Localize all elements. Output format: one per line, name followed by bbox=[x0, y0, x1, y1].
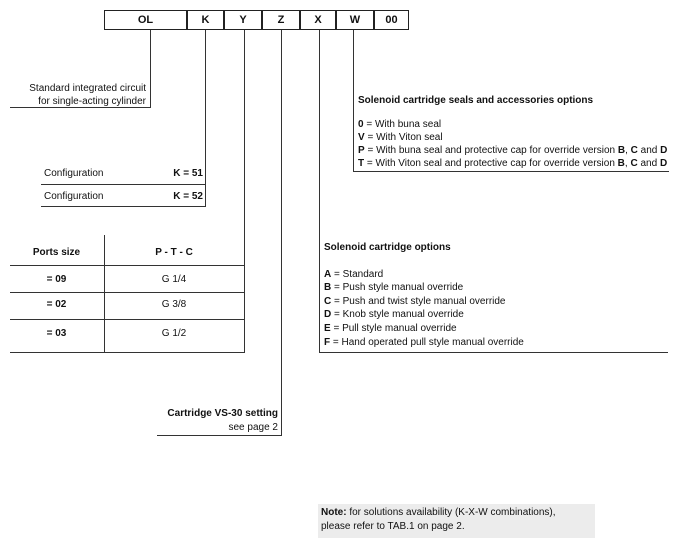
solenoid-item bbox=[324, 322, 457, 335]
ports-row-line bbox=[10, 292, 245, 293]
seals-b: B bbox=[617, 158, 625, 169]
seals-item bbox=[358, 131, 443, 144]
code-segment-y: Y bbox=[224, 10, 262, 30]
config-label-1: Configuration bbox=[44, 168, 104, 179]
seals-c: C bbox=[630, 145, 638, 156]
solenoid-key: D bbox=[324, 309, 332, 320]
solenoid-title: Solenoid cartridge options bbox=[324, 242, 451, 253]
config-value-1: K = 51 bbox=[173, 168, 203, 179]
solenoid-item bbox=[324, 336, 524, 349]
seals-b: B bbox=[617, 145, 626, 156]
config-label-2: Configuration bbox=[44, 191, 104, 202]
config-divider bbox=[41, 184, 206, 185]
seals-item bbox=[358, 118, 441, 131]
solenoid-text: = Push style manual override bbox=[331, 282, 464, 293]
config-value-2: K = 52 bbox=[173, 191, 203, 202]
solenoid-key: A bbox=[324, 269, 332, 280]
ports-row-size: G 3/8 bbox=[161, 299, 187, 310]
seals-key: V bbox=[358, 132, 365, 143]
solenoid-item bbox=[324, 295, 506, 308]
wire-y bbox=[244, 30, 245, 352]
solenoid-text: = Push and twist style manual override bbox=[331, 296, 506, 307]
config-underline bbox=[41, 206, 206, 207]
wire-z bbox=[281, 30, 282, 435]
note-box bbox=[318, 504, 595, 538]
wire-k bbox=[205, 30, 206, 206]
code-segment-00: 00 bbox=[374, 10, 409, 30]
seals-key: T bbox=[358, 158, 365, 169]
solenoid-item bbox=[324, 308, 464, 321]
code-segment-x: X bbox=[300, 10, 336, 30]
code-segment-k: K bbox=[187, 10, 224, 30]
seals-title: Solenoid cartridge seals and accessories options bbox=[358, 95, 594, 106]
solenoid-key: E bbox=[324, 323, 331, 334]
wire-x bbox=[319, 30, 320, 352]
seals-text: = With buna seal and protective cap for override version bbox=[364, 145, 618, 156]
ports-row-line bbox=[10, 319, 245, 320]
seals-text: = With buna seal bbox=[363, 119, 442, 130]
note-label: Note: bbox=[321, 507, 347, 518]
circuit-line-1: Standard integrated circuit bbox=[29, 83, 146, 94]
ports-header-line bbox=[10, 265, 245, 266]
ports-row-size: G 1/4 bbox=[161, 274, 187, 285]
circuit-line-2: for single-acting cylinder bbox=[38, 96, 146, 107]
seals-key: P bbox=[358, 145, 365, 156]
seals-c: C bbox=[630, 158, 638, 169]
note-line-1 bbox=[321, 506, 592, 520]
solenoid-item bbox=[324, 281, 463, 294]
seals-key: 0 bbox=[358, 119, 364, 130]
wire-ol bbox=[150, 30, 151, 107]
seals-sep: , bbox=[625, 145, 631, 156]
ports-header-ptc: P - T - C bbox=[155, 247, 193, 258]
solenoid-key: C bbox=[324, 296, 332, 307]
code-segment-ol: OL bbox=[104, 10, 187, 30]
seals-d: D bbox=[659, 158, 668, 169]
seals-item bbox=[358, 157, 667, 170]
solenoid-text: = Standard bbox=[331, 269, 384, 280]
ports-row-code: = 09 bbox=[46, 274, 67, 285]
cartridge-underline bbox=[157, 435, 282, 436]
seals-text: = With Viton seal and protective cap for override version bbox=[364, 158, 618, 169]
ports-header-size: Ports size bbox=[32, 247, 81, 258]
circuit-underline bbox=[10, 107, 151, 108]
code-segment-z: Z bbox=[262, 10, 300, 30]
note-text-1: for solutions availability (K-X-W combinations), bbox=[346, 507, 556, 518]
cartridge-subtitle: see page 2 bbox=[228, 422, 278, 433]
wire-w bbox=[353, 30, 354, 171]
seals-underline bbox=[353, 171, 669, 172]
solenoid-text: = Pull style manual override bbox=[330, 323, 457, 334]
solenoid-text: = Hand operated pull style manual override bbox=[330, 337, 524, 348]
note-line-2: please refer to TAB.1 on page 2. bbox=[321, 521, 465, 532]
ports-bottom-line bbox=[10, 352, 245, 353]
seals-item bbox=[358, 144, 667, 157]
seals-text: = With Viton seal bbox=[364, 132, 443, 143]
seals-and: and bbox=[637, 145, 661, 156]
seals-d: D bbox=[660, 145, 668, 156]
solenoid-underline bbox=[319, 352, 668, 353]
solenoid-text: = Knob style manual override bbox=[331, 309, 464, 320]
code-segment-w: W bbox=[336, 10, 374, 30]
seals-and: and bbox=[637, 158, 660, 169]
solenoid-key: B bbox=[324, 282, 332, 293]
ports-row-code: = 03 bbox=[46, 328, 67, 339]
cartridge-title: Cartridge VS-30 setting bbox=[167, 408, 278, 419]
ports-row-size: G 1/2 bbox=[161, 328, 187, 339]
ports-row-code: = 02 bbox=[46, 299, 67, 310]
solenoid-item bbox=[324, 268, 383, 281]
seals-sep: , bbox=[624, 158, 631, 169]
solenoid-key: F bbox=[324, 337, 331, 348]
